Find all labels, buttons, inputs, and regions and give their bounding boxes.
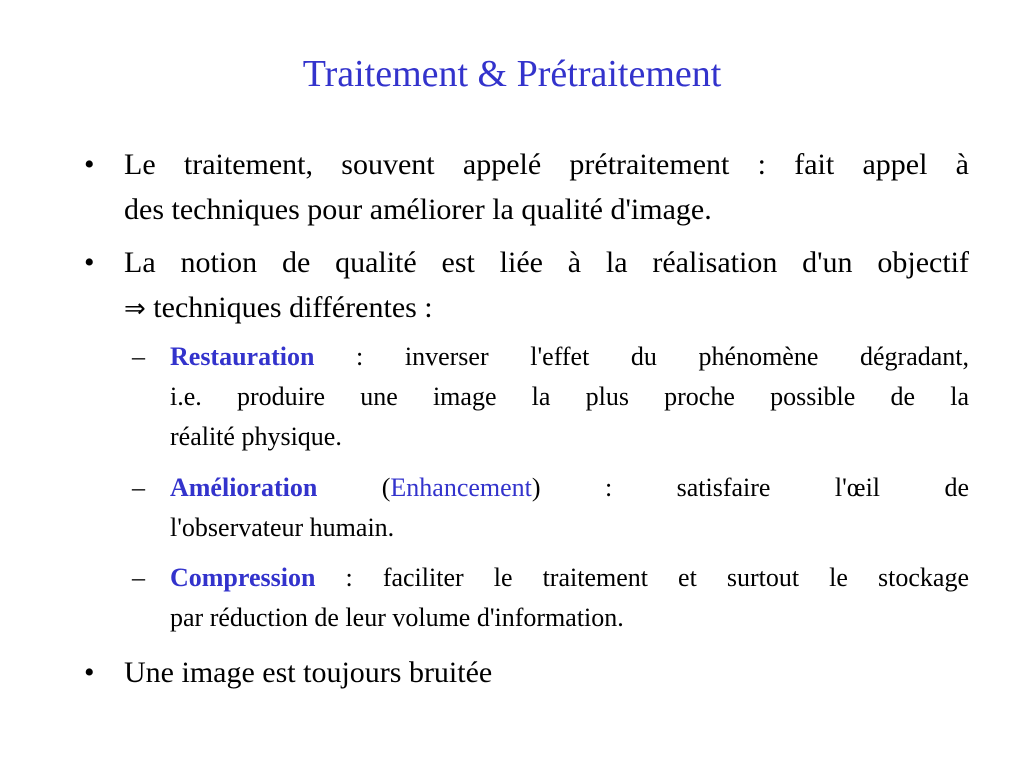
sub-line: réalité physique. [170,422,342,451]
sub-item-compression [132,558,969,638]
bullet-item [84,240,969,332]
sub-text: ) : satisfaire l'œil de [531,473,969,502]
sub-line [170,468,969,508]
bullet-marker: • [84,656,95,689]
bullet-item [84,650,969,695]
bullet-line: La notion de qualité est liée à la réalisation d'un objectif [124,246,969,279]
bullet-line: des techniques pour améliorer la qualité d'image. [124,193,712,226]
bullet-marker: • [84,246,95,279]
sub-text: : faciliter le traitement et surtout le stockage [315,563,969,592]
sub-line [170,558,969,598]
term-enhancement: Enhancement [390,473,532,502]
bullet-item [84,142,969,232]
sub-text: ( [317,473,391,502]
term-amelioration: Amélioration [170,473,318,502]
sub-item-restauration [132,337,969,457]
slide-title: Traitement & Prétraitement [302,53,722,95]
term-restauration: Restauration [170,342,315,371]
term-compression: Compression [170,563,316,592]
dash-marker: – [132,563,145,592]
sub-line: par réduction de leur volume d'information. [170,603,624,632]
bullet-line [124,285,969,332]
sub-line: l'observateur humain. [170,513,395,542]
bullet-line: Une image est toujours bruitée [124,656,493,689]
bullet-line: Le traitement, souvent appelé prétraitement : fait appel à [124,148,969,181]
sub-line: i.e. produire une image la plus proche possible de la [170,382,969,411]
implies-arrow-icon: ⇒ [124,294,146,324]
dash-marker: – [132,473,145,502]
bullet-marker: • [84,148,95,181]
sub-text: : inverser l'effet du phénomène dégradant, [314,342,969,371]
dash-marker: – [132,342,145,371]
sub-line [170,337,969,377]
sub-item-amelioration [132,468,969,548]
bullet-text: techniques différentes : [145,291,433,324]
